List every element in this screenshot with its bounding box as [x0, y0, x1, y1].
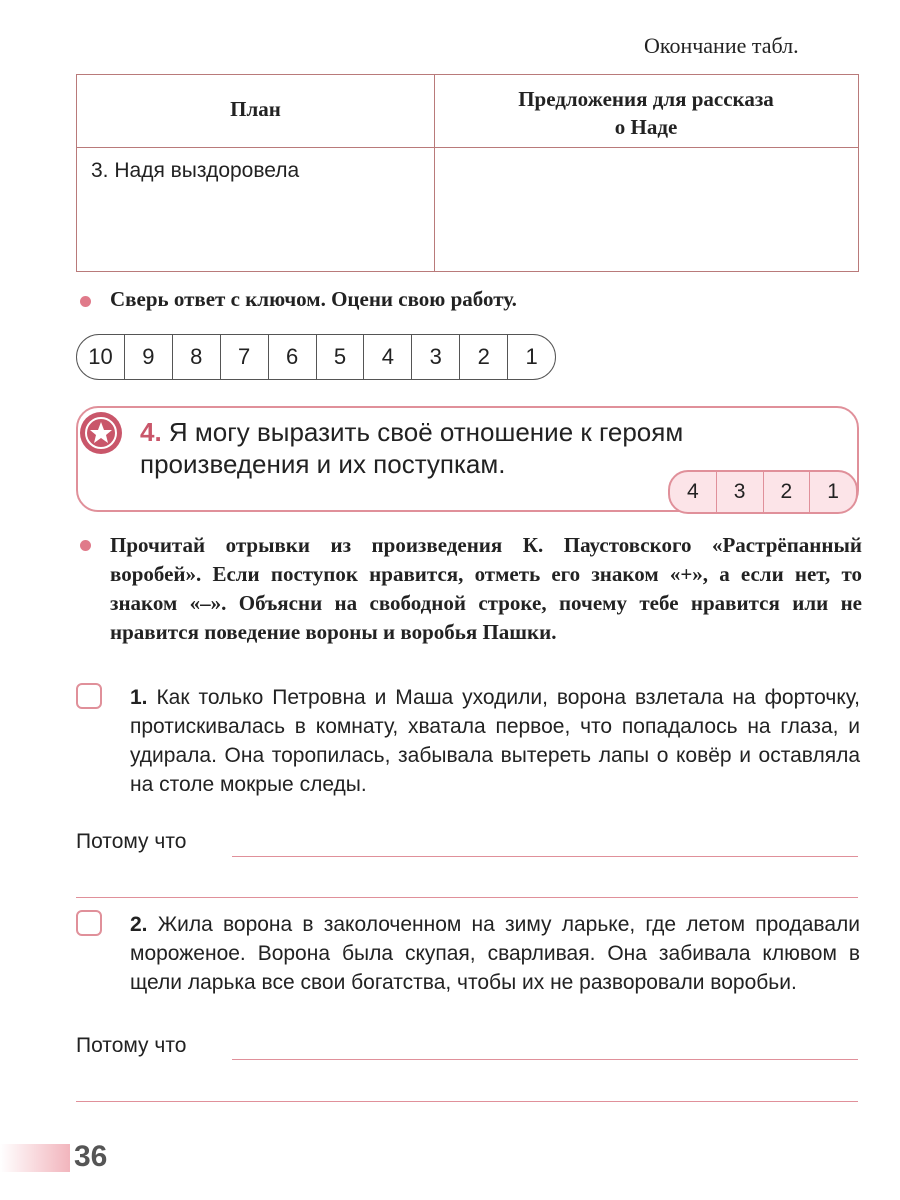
passage-text: Как только Петровна и Маша уходили, ворона взлетала на форточку, протискивалась в комнату, хватала первое, что попадалось на глаза, и удирала. Она торопилась, забывала вытереть лапы о ковёр и оставляла на столе мокрые следы. [130, 686, 860, 796]
sentences-column-header [434, 85, 858, 141]
task-title-line2: произведения и их поступкам. [140, 449, 506, 479]
answer-line[interactable] [232, 1059, 858, 1060]
passage-text: Жила ворона в заколоченном на зиму ларьке, где летом продавали мороженое. Ворона была скупая, сварливая. Она забивала клювом в щели ларька все свои богатства, чтобы их не разворовали воробьи. [130, 913, 860, 994]
task-number: 4. [140, 417, 162, 447]
because-label: Потому что [76, 830, 187, 853]
score-cell[interactable]: 6 [269, 335, 317, 379]
sentences-header-line1: Предложения для рассказа [518, 87, 774, 111]
score-cell[interactable]: 7 [221, 335, 269, 379]
score-cell[interactable]: 8 [173, 335, 221, 379]
table-header-divider [77, 147, 858, 148]
task-title-line1: Я могу выразить своё отношение к героям [168, 417, 684, 447]
answer-line[interactable] [76, 897, 858, 898]
plan-row-item: 3. Надя выздоровела [91, 159, 300, 182]
score-cell[interactable]: 4 [364, 335, 412, 379]
task4-scale [668, 470, 858, 514]
passage-number: 1. [130, 686, 148, 709]
because-label: Потому что [76, 1034, 187, 1057]
passage-number: 2. [130, 913, 148, 936]
page-number: 36 [74, 1140, 108, 1173]
reading-instruction: Прочитай отрывки из произведения К. Паустовского «Растрёпанный воробей». Если поступок нравится, отметь его знаком «+», а если нет, то знаком «–». Объясни на свободной строке, почему тебе нравится или не нравится поведение вороны и воробья Пашки. [110, 533, 862, 644]
score-cell[interactable]: 3 [717, 472, 764, 512]
sentences-header-line2: о Наде [614, 115, 678, 139]
score-cell[interactable]: 1 [525, 344, 538, 369]
answer-line[interactable] [232, 856, 858, 857]
table-continuation-caption: Окончание табл. [644, 33, 799, 58]
score-cell[interactable]: 10 [77, 335, 125, 379]
page-number-bar [0, 1144, 70, 1172]
score-cell[interactable]: 9 [125, 335, 173, 379]
self-assessment-scale [76, 334, 556, 380]
check-instruction: Сверь ответ с ключом. Оцени свою работу. [110, 287, 517, 311]
passage2-checkbox[interactable] [76, 910, 102, 936]
passage2 [130, 910, 860, 997]
score-cell[interactable]: 2 [764, 472, 811, 512]
score-cell[interactable]: 4 [670, 472, 717, 512]
passage1 [130, 683, 860, 799]
score-cell[interactable]: 3 [412, 335, 460, 379]
bullet-icon [80, 540, 91, 551]
score-cell[interactable]: 5 [317, 335, 365, 379]
star-badge-icon [80, 412, 122, 454]
passage1-checkbox[interactable] [76, 683, 102, 709]
score-cell[interactable]: 2 [460, 335, 508, 379]
bullet-icon [80, 296, 91, 307]
plan-table [76, 74, 859, 272]
answer-line[interactable] [76, 1101, 858, 1102]
score-cell[interactable]: 1 [827, 480, 839, 503]
plan-column-header: План [230, 97, 281, 121]
